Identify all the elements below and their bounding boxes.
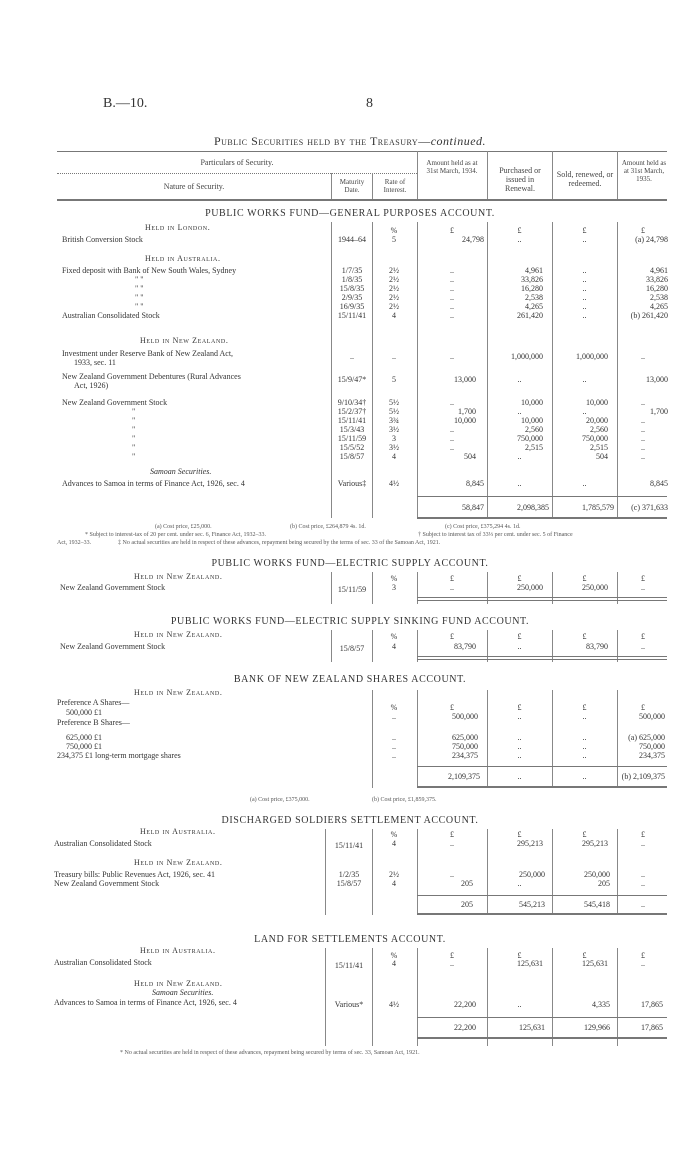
maturity: 15/3/43: [339, 425, 365, 434]
rate: 5½: [389, 407, 399, 416]
held-1934: ..: [450, 275, 454, 284]
held-1935: 234,375: [639, 751, 665, 760]
held-1935: 2,538: [650, 293, 668, 302]
rate: 2½: [389, 266, 399, 275]
held-1935: ..: [641, 452, 645, 461]
held-1934: ..: [450, 266, 454, 275]
page-number: 8: [366, 96, 373, 111]
section-title: LAND FOR SETTLEMENTS ACCOUNT.: [254, 934, 446, 945]
held-1935: ..: [641, 879, 645, 888]
sold: 750,000: [582, 434, 608, 443]
section-title: BANK OF NEW ZEALAND SHARES ACCOUNT.: [233, 674, 467, 685]
security-name: ": [132, 407, 136, 416]
sold: ..: [582, 275, 587, 284]
security-name: " ": [135, 284, 144, 293]
footnote: (a) Cost price, £25,000.: [155, 524, 212, 530]
maturity: 1/7/35: [341, 266, 363, 275]
page-reference: B.—10.: [103, 96, 148, 111]
security-name-cont: 1933, sec. 11: [74, 358, 116, 367]
purchased: 1,000,000: [511, 352, 543, 361]
rate: 5½: [389, 398, 399, 407]
held-1934: 13,000: [454, 375, 476, 384]
sold: ..: [582, 311, 587, 320]
held-1934: ..: [450, 398, 454, 407]
section-title: PUBLIC WORKS FUND—ELECTRIC SUPPLY ACCOUNT.: [211, 558, 489, 569]
rate: 2½: [389, 293, 399, 302]
rate: ..: [392, 751, 396, 760]
rate: 4: [392, 879, 396, 888]
held-1934: ..: [450, 293, 454, 302]
maturity: 15/11/41: [337, 311, 367, 320]
rate: 2½: [389, 870, 399, 879]
purchased: 16,280: [521, 284, 543, 293]
sold: ..: [582, 375, 587, 384]
subheading-new-zealand: Held in New Zealand.: [134, 688, 223, 697]
header-nature: Nature of Security.: [163, 182, 225, 191]
purchased: 261,420: [517, 311, 543, 320]
sold: 20,000: [586, 416, 608, 425]
held-1935: ..: [641, 870, 645, 879]
security-name: " ": [135, 293, 144, 302]
sold: ..: [582, 284, 587, 293]
header-held-1934: Amount held as at 31st March, 1934.: [426, 159, 478, 175]
purchased: 33,826: [521, 275, 543, 284]
held-1934: ..: [450, 870, 454, 879]
rate: 3½: [389, 425, 399, 434]
held-1934: ..: [450, 352, 454, 361]
purchased: ..: [517, 879, 522, 888]
purchased: 4,961: [525, 266, 543, 275]
security-name: New Zealand Government Stock: [62, 398, 168, 407]
maturity: 16/9/35: [339, 302, 365, 311]
purchased: 250,000: [519, 870, 545, 879]
purchased: ..: [517, 733, 522, 742]
held-1935: ..: [641, 398, 645, 407]
purchased: 2,560: [525, 425, 543, 434]
unit-pound: £: [641, 226, 645, 235]
security-name: New Zealand Government Stock: [54, 879, 160, 888]
share-description: 625,000 £1: [66, 733, 102, 742]
subheading-london: Held in London.: [145, 223, 211, 232]
maturity: 1/2/35: [338, 870, 360, 879]
sold: ..: [582, 751, 587, 760]
security-name: Australian Consolidated Stock: [62, 311, 160, 320]
held-1934: 234,375: [452, 751, 478, 760]
rate: 2½: [389, 275, 399, 284]
maturity: 15/9/47*: [337, 375, 367, 384]
purchased: 2,538: [525, 293, 543, 302]
held-1935: 16,280: [646, 284, 668, 293]
purchased: ..: [517, 375, 522, 384]
security-name: ": [132, 416, 136, 425]
security-name: ": [132, 425, 136, 434]
footnote: ‡ No actual securities are held in respect of these advances, repayment being secured by the terms of sec. 33 of the Samoan Act, 1921.: [118, 540, 441, 546]
rate: 3½: [389, 443, 399, 452]
held-1934: ..: [450, 311, 454, 320]
footnote: (b) Cost price, £1,859,375.: [372, 797, 437, 803]
held-1935: 4,265: [650, 302, 668, 311]
rate: 3: [392, 434, 396, 443]
rate: ..: [392, 352, 396, 361]
rate: 4: [392, 311, 396, 320]
held-1935: (b) 261,420: [630, 311, 668, 320]
held-1934: ..: [450, 302, 454, 311]
category-label: Preference B Shares—: [57, 718, 130, 727]
sold: ..: [582, 293, 587, 302]
purchased: 2,515: [525, 443, 543, 452]
security-name: ": [132, 452, 136, 461]
purchased: 750,000: [517, 434, 543, 443]
header-particulars: Particulars of Security.: [200, 158, 274, 167]
page-title: Public Securities held by the Treasury—continued.: [213, 134, 487, 148]
purchased: 4,265: [525, 302, 543, 311]
maturity: 15/2/37†: [337, 407, 367, 416]
maturity: 1/8/35: [341, 275, 363, 284]
footnote: Act, 1932–33.: [57, 540, 92, 546]
rate: ..: [392, 742, 396, 751]
held-1934: 504: [464, 452, 476, 461]
footnote: (c) Cost price, £375,294 4s. 1d.: [445, 524, 521, 530]
sold: ..: [582, 742, 587, 751]
security-name: ": [132, 443, 136, 452]
security-name: New Zealand Government Debentures (Rural Advances: [62, 372, 241, 381]
subheading-australia: Held in Australia.: [145, 254, 221, 263]
held-1934: ..: [450, 284, 454, 293]
held-1935: ..: [641, 434, 645, 443]
maturity: 15/11/41: [337, 416, 367, 425]
purchased: ..: [517, 452, 522, 461]
held-1935: 750,000: [639, 742, 665, 751]
sold: 504: [596, 452, 608, 461]
security-name: " ": [135, 275, 144, 284]
security-name: " ": [135, 302, 144, 311]
header-held-1935: Amount held as at 31st March, 1935.: [621, 159, 667, 183]
held-1934: 625,000: [452, 733, 478, 742]
unit-pound: £: [450, 226, 454, 235]
rate: 4: [392, 452, 396, 461]
footnote: * No actual securities are held in respect of these advances, repayment being secured by terms of sec. 33, Samoan Act, 1921.: [120, 1050, 420, 1056]
section-title: DISCHARGED SOLDIERS SETTLEMENT ACCOUNT.: [221, 815, 479, 826]
held-1935: ..: [641, 416, 645, 425]
held-1934: ..: [450, 434, 454, 443]
sold: ..: [582, 266, 587, 275]
category-label: Preference A Shares—: [57, 698, 130, 707]
held-1935: 1,700: [650, 407, 668, 416]
held-1935: 13,000: [646, 375, 668, 384]
held-1935: ..: [641, 352, 645, 361]
held-1934: 205: [461, 879, 473, 888]
held-1935: 4,961: [650, 266, 668, 275]
footnote: (a) Cost price, £375,000.: [250, 797, 310, 803]
subheading-australia: Held in Australia.: [140, 946, 216, 955]
sold: ..: [582, 302, 587, 311]
rate: 5: [392, 375, 396, 384]
sold: 1,000,000: [576, 352, 608, 361]
held-1934: 750,000: [452, 742, 478, 751]
rate: ..: [392, 733, 396, 742]
subheading-new-zealand: Held in New Zealand.: [134, 858, 223, 867]
security-name: Fixed deposit with Bank of New South Wales, Sydney: [62, 266, 237, 275]
header-purchased: Purchased or issued in Renewal.: [499, 166, 541, 193]
security-name-cont: Act, 1926): [74, 381, 109, 390]
subheading-samoan: Samoan Securities.: [150, 467, 212, 476]
header-maturity: Maturity Date.: [339, 178, 365, 194]
footnote: (b) Cost price, £264,879 4s. 1d.: [290, 524, 366, 530]
section-title: PUBLIC WORKS FUND—ELECTRIC SUPPLY SINKING FUND ACCOUNT.: [170, 616, 530, 627]
held-1934: ..: [450, 425, 454, 434]
purchased: ..: [517, 742, 522, 751]
footnote: † Subject to interest tax of 33⅓ per cent. under sec. 5 of Finance: [418, 532, 573, 538]
held-1935: ..: [641, 425, 645, 434]
held-1935: ..: [641, 443, 645, 452]
security-name: Investment under Reserve Bank of New Zealand Act,: [62, 349, 234, 358]
unit-pound: £: [517, 226, 522, 235]
subheading-new-zealand: Held in New Zealand.: [134, 630, 223, 639]
unit-pound: £: [582, 226, 587, 235]
purchased: 10,000: [521, 416, 543, 425]
maturity: 15/11/59: [337, 434, 367, 443]
held-1935: 33,826: [646, 275, 668, 284]
maturity: 15/8/35: [339, 284, 365, 293]
sold: 2,515: [590, 443, 608, 452]
maturity: 15/8/57: [336, 879, 362, 888]
sold: 2,560: [590, 425, 608, 434]
held-1935: (a) 625,000: [628, 733, 665, 742]
unit-percent: %: [390, 226, 398, 235]
held-1934: 1,700: [458, 407, 476, 416]
sold: ..: [582, 407, 587, 416]
maturity: 15/5/52: [339, 443, 365, 452]
rate: 3¾: [389, 416, 399, 425]
subheading-samoan: Samoan Securities.: [152, 988, 214, 997]
maturity: 15/8/57: [339, 452, 365, 461]
section-title: PUBLIC WORKS FUND—GENERAL PURPOSES ACCOUNT.: [205, 208, 495, 219]
subheading-new-zealand: Held in New Zealand.: [134, 979, 223, 988]
maturity: ..: [350, 352, 354, 361]
security-name: Treasury bills: Public Revenues Act, 1926, sec. 41: [54, 870, 216, 879]
footnote: * Subject to interest-tax of 20 per cent. under sec. 6, Finance Act, 1932–33.: [85, 532, 266, 538]
purchased: ..: [517, 407, 522, 416]
held-1934: ..: [450, 443, 454, 452]
sold: 205: [598, 879, 610, 888]
sold: 10,000: [586, 398, 608, 407]
purchased: ..: [517, 751, 522, 760]
header-sold: Sold, renewed, or redeemed.: [556, 170, 614, 188]
purchased: 10,000: [521, 398, 543, 407]
sold: ..: [582, 733, 587, 742]
share-description: 234,375 £1 long-term mortgage shares: [57, 751, 181, 760]
share-description: 750,000 £1: [66, 742, 102, 751]
subheading-new-zealand: Held in New Zealand.: [134, 572, 223, 581]
maturity: 9/10/34†: [337, 398, 367, 407]
held-1934: 10,000: [454, 416, 476, 425]
header-rate: Rate of Interest.: [383, 178, 407, 194]
maturity: 2/9/35: [341, 293, 363, 302]
security-name: ": [132, 434, 136, 443]
subheading-australia: Held in Australia.: [140, 827, 216, 836]
sold: 250,000: [584, 870, 610, 879]
rate: 2½: [389, 284, 399, 293]
rate: 2½: [389, 302, 399, 311]
subheading-new-zealand: Held in New Zealand.: [140, 336, 229, 345]
